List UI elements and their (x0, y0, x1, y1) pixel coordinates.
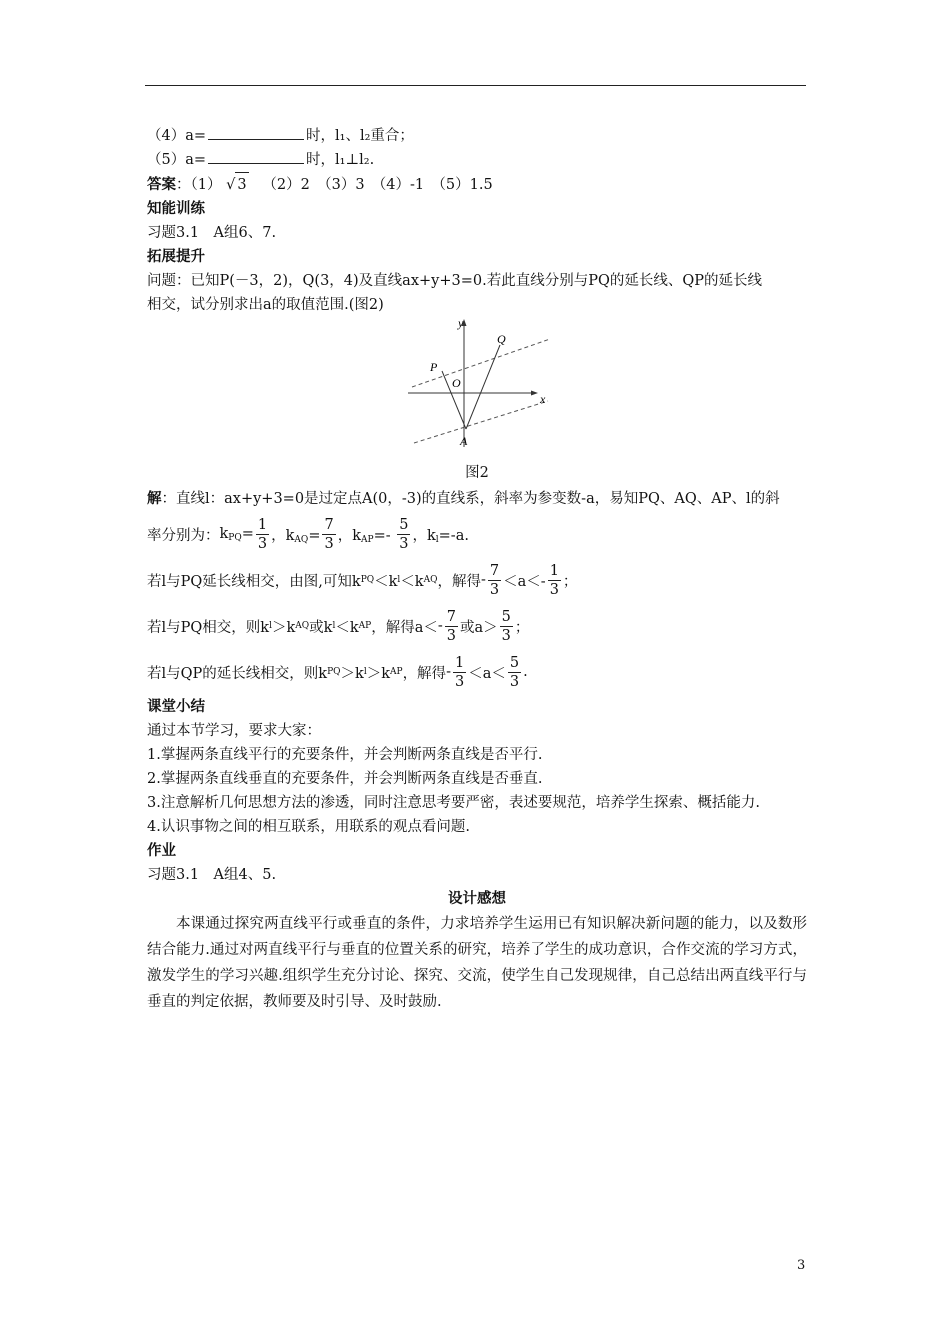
design-title: 设计感想 (448, 891, 506, 907)
answer-blank (208, 148, 304, 164)
answer-line: 答案：（1） √ 3 （2）2 （3）3 （4）-1 （5）1.5 (147, 172, 807, 197)
fraction: $\frac{1}{3}$ (257, 516, 268, 552)
header-rule (145, 85, 806, 86)
fraction: $\frac{5}{3}$ (509, 654, 520, 690)
question-4: （4）a= 时，l₁、l₂重合； (147, 124, 807, 148)
label-a: A (460, 434, 468, 448)
dashed-line-lower (414, 401, 548, 443)
fraction: $\frac{7}{3}$ (446, 608, 456, 644)
fraction: $\frac{1}{3}$ (549, 562, 559, 598)
solution-line: 解：直线l：ax+y+3=0是过定点A(0，-3)的直线系，斜率为参变数-a，易知PQ、AQ、AP、l的斜 (147, 491, 780, 507)
fraction: $\frac{5}{3}$ (399, 516, 409, 552)
figure-caption: 图2 (465, 465, 489, 481)
label-p: P (430, 360, 438, 374)
page-content (147, 124, 807, 1015)
case-2: 若l与PQ相交，则k l ＞k AQ 或k l ＜k AP ，解得a＜ - $\frac{7}{3}$ 或a＞ $\frac{5}{3}$ ； (147, 608, 530, 644)
question-5: （5）a= 时，l₁⊥l₂. (147, 148, 807, 172)
list-item: 4.认识事物之间的相互联系，用联系的观点看问题. (147, 819, 470, 835)
slopes-line: 率分别为： $k_{PQ}=$ $\frac{1}{3}$ ，$k_{AQ}=$ $\frac{7}{3}$ ，$k_{AP}=-$ $\frac{5}{3}$ ，$k_l=-a$. (147, 516, 469, 552)
list-item: 3.注意解析几何思想方法的渗透，同时注意思考要严密，表述要规范，培养学生探索、概括能力. (147, 795, 760, 811)
case-1: 若l与PQ延长线相交，由图,可知k PQ ＜k l ＜k AQ ，解得 - $\frac{7}{3}$ ＜a＜- $\frac{1}{3}$ ； (147, 562, 578, 598)
section-heading: 作业 (147, 843, 176, 859)
section-heading: 拓展提升 (147, 249, 205, 265)
fraction: $\frac{7}{3}$ (324, 516, 334, 552)
homework-text: 习题3.1 A组4、5. (147, 867, 277, 883)
fraction: $\frac{5}{3}$ (501, 608, 511, 644)
label-q: Q (497, 332, 506, 346)
sqrt-expression: √ 3 (226, 172, 248, 197)
summary-intro: 通过本节学习，要求大家： (147, 723, 321, 739)
label-x: x (540, 392, 546, 406)
figure-2 (147, 317, 807, 453)
list-item: 2.掌握两条直线垂直的充要条件，并会判断两条直线是否垂直. (147, 771, 543, 787)
fraction: $\frac{1}{3}$ (454, 654, 465, 690)
design-paragraph: 本课通过探究两直线平行或垂直的条件，力求培养学生运用已有知识解决新问题的能力，以及数形结合能力.通过对两直线平行与垂直的位置关系的研究，培养了学生的成功意识，合作交流的学习方式，激发学生的学习兴趣.组织学生充分讨论、探究、交流，使学生自己发现规律，自己总结出两直线平行与垂直的判定依据，教师要及时引导、及时鼓励. (147, 916, 807, 1010)
fraction: $\frac{7}{3}$ (489, 562, 500, 598)
section-heading: 知能训练 (147, 201, 205, 217)
list-item: 1.掌握两条直线平行的充要条件，并会判断两条直线是否平行. (147, 747, 543, 763)
section-heading: 课堂小结 (147, 699, 205, 715)
answer-blank (208, 124, 304, 140)
case-3: 若l与QP的延长线相交，则k PQ ＞k l ＞k AP ，解得 - $\frac{1}{3}$ ＜a＜ $\frac{5}{3}$ . (147, 654, 528, 690)
page-number: 3 (797, 1258, 806, 1273)
segment-aq (466, 345, 500, 429)
x-axis-arrow (531, 391, 538, 396)
label-o: O (452, 376, 461, 390)
coordinate-diagram (402, 317, 552, 453)
training-text: 习题3.1 A组6、7. (147, 225, 277, 241)
problem-text: 问题：已知P(－3，2)，Q(3，4)及直线ax+y+3=0.若此直线分别与PQ的延长线、QP的延长线 (147, 273, 762, 289)
label-y: y (458, 317, 464, 330)
problem-text: 相交，试分别求出a的取值范围.(图2) (147, 297, 384, 313)
